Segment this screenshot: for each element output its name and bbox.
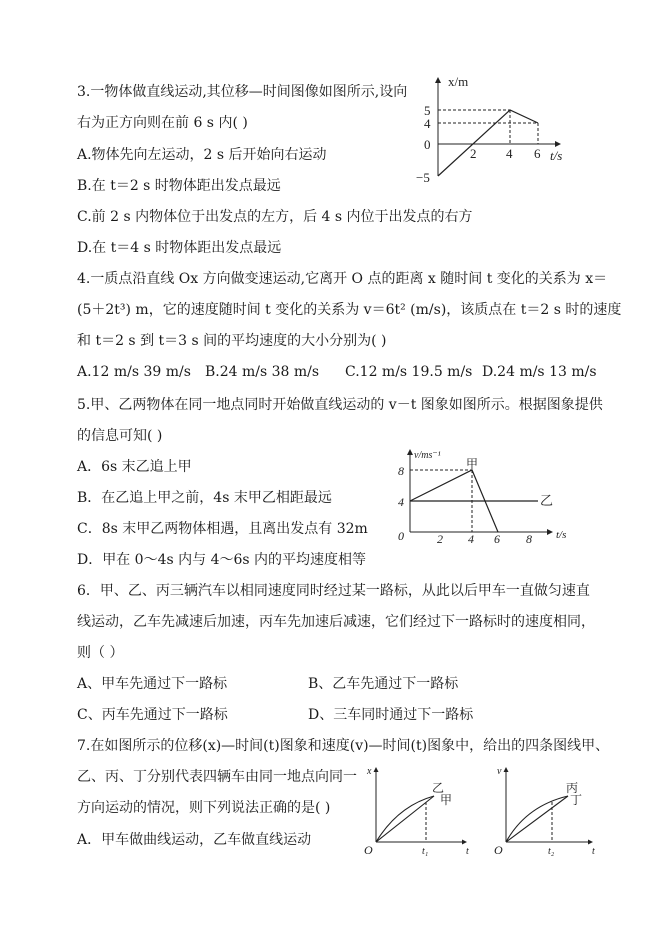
q4-stem-line2: (5＋2t³) m，它的速度随时间 t 变化的关系为 v＝6t² (m/s)，该质点在 t＝2 s 时的速度 [77,302,622,318]
q7-g1-tick: t₁ [422,846,429,857]
q6-option-b: B、乙车先通过下一路标 [308,676,459,692]
q7-stem-line1: 7.在如图所示的位移(x)—时间(t)图象和速度(v)—时间(t)图象中，给出的四条图线甲、 [77,738,610,754]
q3-xt-graph [410,72,590,192]
q6-stem-line2: 线运动，乙车先减速后加速，丙车先加速后减速，它们经过下一路标时的速度相同， [77,614,595,630]
q5-yi-label: 乙 [540,493,554,508]
q3-option-c: C.前 2 s 内物体位于出发点的左方，后 4 s 内位于出发点的右方 [77,209,473,225]
q7-g1-yi-label: 乙 [432,781,445,795]
q3-option-a: A.物体先向左运动，2 s 后开始向右运动 [77,147,327,163]
q3-tick-m5: −5 [416,170,430,185]
q3-y-label: x/m [448,74,469,89]
q7-g2-tick: t₂ [548,846,555,857]
q3-origin: 0 [424,137,431,152]
q4-option-d: D.24 m/s 13 m/s [482,364,597,380]
q7-g2-ding-label: 丁 [570,793,583,807]
q5-vt-graph [390,446,590,546]
q5-jia-label: 甲 [466,457,479,471]
q3-option-d: D.在 t＝4 s 时物体距出发点最远 [77,240,282,256]
q7-g2-bing-line [506,796,568,842]
q3-tick-t4: 4 [506,146,513,161]
q7-g1-y-label: x [367,766,372,777]
q4-stem-line1: 4.一质点沿直线 Ox 方向做变速运动,它离开 O 点的距离 x 随时间 t 变化的关系为 x＝ [77,271,608,287]
q7-g2-origin: O [494,843,503,857]
q5-option-b: B．在乙追上甲之前，4s 末甲乙相距最远 [77,490,332,506]
q7-g1-jia-line [376,796,434,842]
q4-option-b: B.24 m/s 38 m/s [205,364,320,380]
q5-tick-y4: 4 [398,495,404,509]
q3-tick-t6: 6 [534,146,541,161]
q3-xt-line [438,110,538,176]
q3-tick-t2: 2 [470,146,477,161]
q5-tick-x4: 4 [468,532,474,546]
q4-option-c: C.12 m/s 19.5 m/s [345,364,473,380]
q3-tick-4: 4 [424,116,431,131]
q7-stem-line2: 乙、丙、丁分别代表四辆车由同一地点向同一 [77,769,357,785]
q5-option-d: D．甲在 0～4s 内与 4～6s 内的平均速度相等 [77,552,367,568]
q6-option-a: A、甲车先通过下一路标 [77,676,228,692]
q5-origin: 0 [398,529,404,543]
q5-option-a: A．6s 末乙追上甲 [77,459,192,475]
q4-option-a: A.12 m/s 39 m/s [77,364,191,380]
q5-tick-x8: 8 [526,532,532,546]
q6-option-c: C、丙车先通过下一路标 [77,707,228,723]
q5-option-c: C．8s 末甲乙两物体相遇，且离出发点有 32m [77,521,368,537]
q7-g2-x-label: t [592,846,595,857]
q5-y-label: v/ms⁻¹ [414,450,441,461]
q5-stem-line2: 的信息可知( ) [77,428,163,444]
q5-tick-y8: 8 [398,464,404,478]
q7-vt-graph [492,762,604,858]
q6-stem-line1: 6．甲、乙、丙三辆汽车以相同速度同时经过某一路标，从此以后甲车一直做匀速直 [77,583,590,599]
q7-option-a: A．甲车做曲线运动，乙车做直线运动 [77,832,312,848]
q6-option-d: D、三车同时通过下一路标 [308,707,474,723]
q5-tick-x2: 2 [437,532,443,546]
q4-stem-line3: 和 t＝2 s 到 t＝3 s 间的平均速度的大小分别为( ) [77,333,387,349]
q5-stem-line1: 5.甲、乙两物体在同一地点同时开始做直线运动的 v－t 图象如图所示。根据图象提供 [77,397,603,413]
q3-option-b: B.在 t＝2 s 时物体距出发点最远 [77,178,281,194]
q3-x-label: t/s [550,148,563,163]
q3-tick-5: 5 [424,103,431,118]
q7-xt-graph [362,762,482,858]
q7-stem-line3: 方向运动的情况，则下列说法正确的是( ) [77,800,331,816]
q7-g1-origin: O [364,843,373,857]
q3-stem-line1: 3.一物体做直线运动,其位移—时间图像如图所示,设向 [77,84,408,100]
q7-g2-y-label: v [497,766,502,777]
q5-tick-x6: 6 [494,532,500,546]
q6-stem-line3: 则（ ） [77,645,124,661]
q3-stem-line2: 右为正方向则在前 6 s 内( ) [77,115,248,131]
q5-x-label: t/s [556,529,567,541]
q7-g1-x-label: t [466,846,469,857]
q7-g2-bing-label: 丙 [566,781,579,795]
q7-g1-jia-label: 甲 [440,793,453,807]
